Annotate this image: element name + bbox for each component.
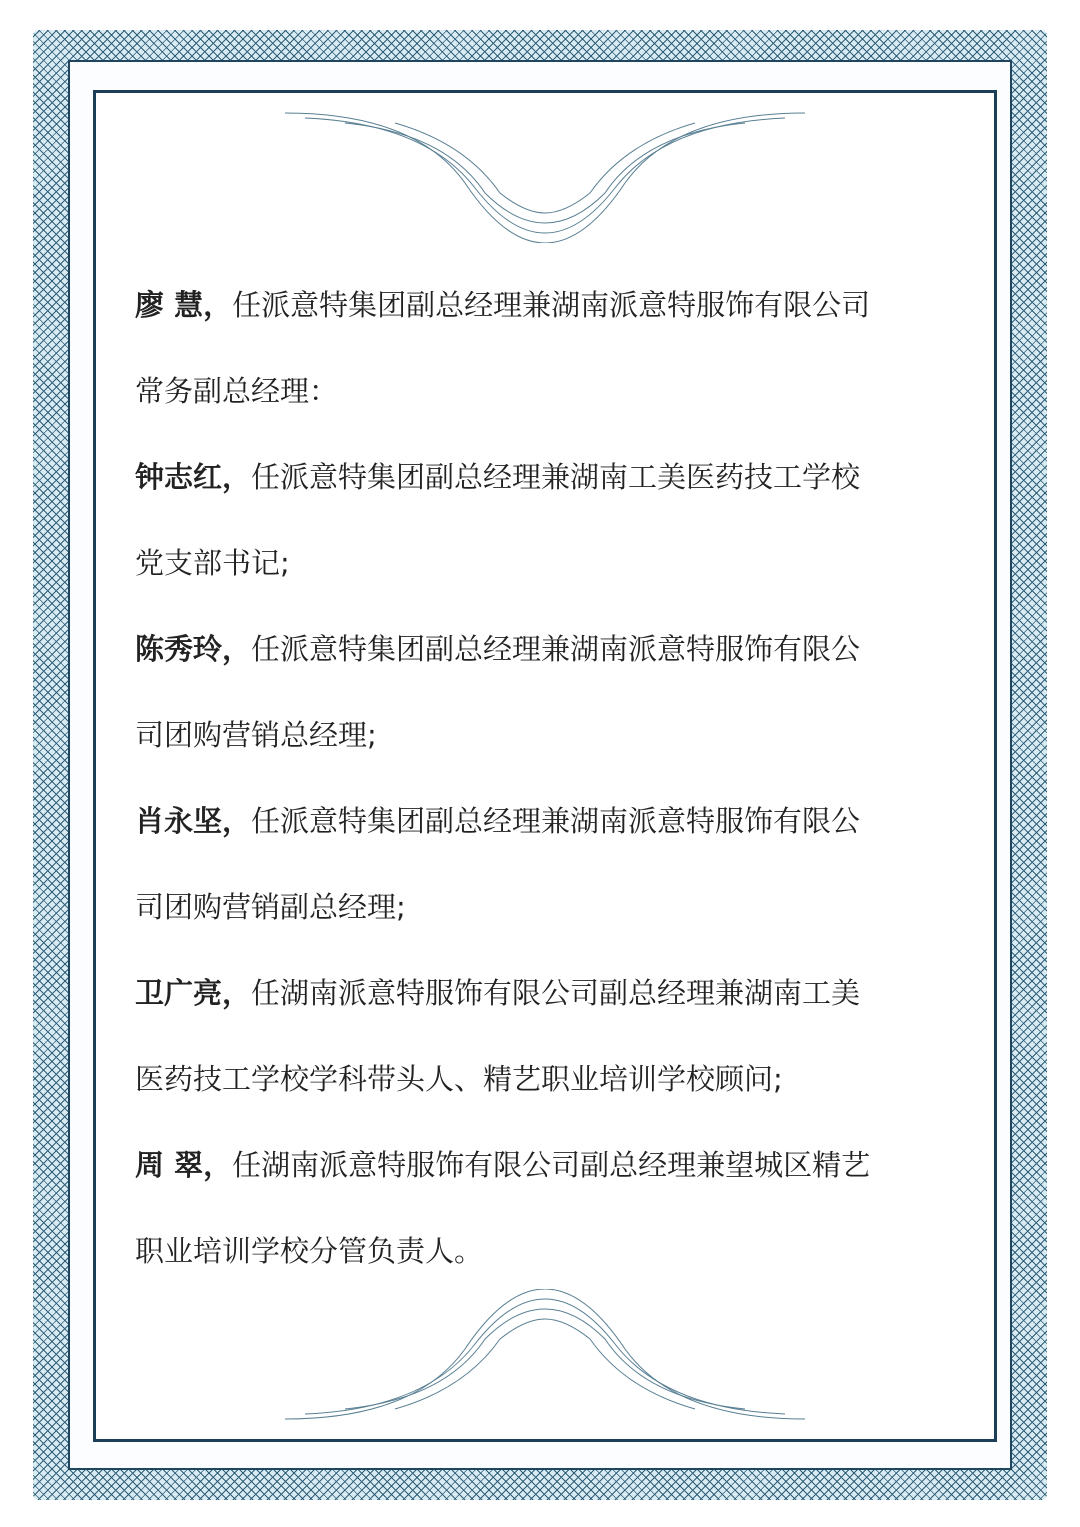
person-name: 陈秀玲，	[135, 632, 252, 666]
line-text: 司团购营销总经理;	[135, 718, 377, 752]
line-text: 任湖南派意特服饰有限公司副总经理兼湖南工美	[251, 976, 861, 1010]
person-name: 卫广亮，	[135, 976, 252, 1010]
appointment-list	[135, 282, 965, 1314]
text-line	[135, 798, 965, 884]
line-text: 司团购营销副总经理;	[135, 890, 406, 924]
text-line	[135, 282, 965, 368]
line-text: 任派意特集团副总经理兼湖南派意特服饰有限公	[251, 804, 861, 838]
text-line	[135, 1142, 965, 1228]
line-text: 任派意特集团副总经理兼湖南派意特服饰有限公司	[232, 288, 871, 322]
text-line	[135, 626, 965, 712]
guilloche-ornament-top	[285, 93, 805, 243]
person-name: 廖 慧，	[135, 288, 233, 322]
text-line	[135, 1056, 965, 1142]
line-text: 职业培训学校分管负责人。	[135, 1234, 484, 1268]
line-text: 任湖南派意特服饰有限公司副总经理兼望城区精艺	[232, 1148, 871, 1182]
person-name: 钟志红，	[135, 460, 252, 494]
line-text: 党支部书记;	[135, 546, 290, 580]
text-line	[135, 884, 965, 970]
line-text: 任派意特集团副总经理兼湖南工美医药技工学校	[251, 460, 861, 494]
text-line	[135, 368, 965, 454]
person-name: 肖永坚，	[135, 804, 252, 838]
text-line	[135, 540, 965, 626]
text-line	[135, 712, 965, 798]
line-text: 医药技工学校学科带头人、精艺职业培训学校顾问;	[135, 1062, 783, 1096]
line-text: 常务副总经理：	[135, 374, 339, 408]
text-line	[135, 1228, 965, 1314]
text-line	[135, 970, 965, 1056]
person-name: 周 翠，	[135, 1148, 233, 1182]
line-text: 任派意特集团副总经理兼湖南派意特服饰有限公	[251, 632, 861, 666]
text-line	[135, 454, 965, 540]
